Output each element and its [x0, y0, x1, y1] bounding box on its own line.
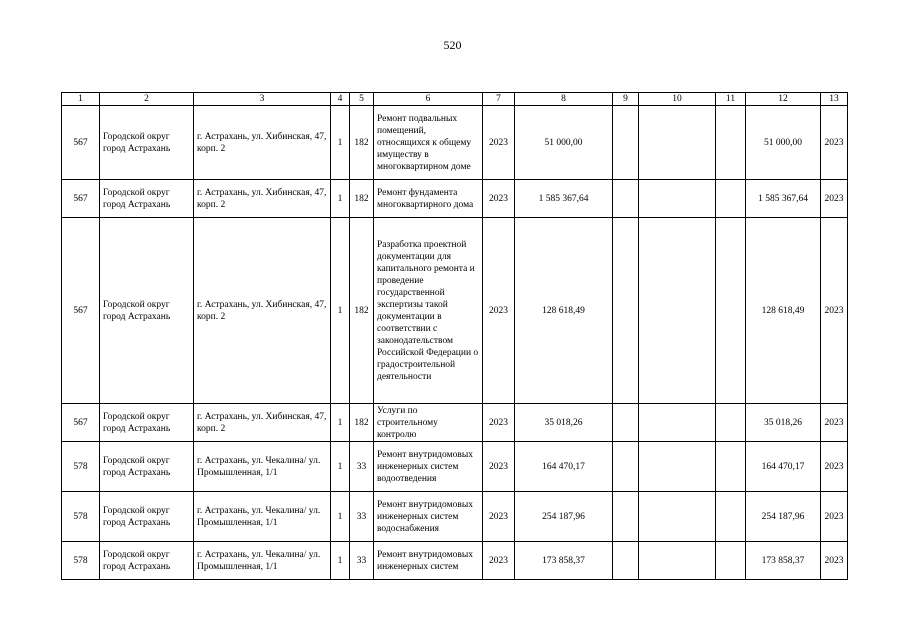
column-4-cell: 1: [331, 106, 350, 180]
work-type-cell: Ремонт внутридомовых инженерных систем водоснабжения: [374, 492, 483, 542]
municipality-cell: Городской округ город Астрахань: [100, 542, 194, 580]
year-cell: 2023: [483, 442, 515, 492]
table-row: [62, 180, 848, 218]
column-10-cell: [639, 404, 716, 442]
work-type-cell: Ремонт подвальных помещений, относящихся к общему имуществу в многоквартирном доме: [374, 106, 483, 180]
year-cell: 2023: [483, 106, 515, 180]
column-header: 9: [613, 93, 639, 106]
total-cell: 164 470,17: [746, 442, 821, 492]
cost-cell: 164 470,17: [515, 442, 613, 492]
total-cell: 173 858,37: [746, 542, 821, 580]
column-11-cell: [716, 404, 746, 442]
column-5-cell: 182: [350, 218, 374, 404]
completion-year-cell: 2023: [821, 404, 848, 442]
year-cell: 2023: [483, 180, 515, 218]
municipality-cell: Городской округ город Астрахань: [100, 442, 194, 492]
column-5-cell: 33: [350, 542, 374, 580]
page-number: 520: [443, 38, 462, 52]
column-5-cell: 182: [350, 404, 374, 442]
column-11-cell: [716, 492, 746, 542]
total-cell: 35 018,26: [746, 404, 821, 442]
column-4-cell: 1: [331, 542, 350, 580]
work-type-cell: Ремонт внутридомовых инженерных систем водоотведения: [374, 442, 483, 492]
address-cell: г. Астрахань, ул. Хибинская, 47, корп. 2: [194, 180, 331, 218]
table-row: [62, 106, 848, 180]
capital-repair-table: [61, 92, 848, 580]
cost-cell: 128 618,49: [515, 218, 613, 404]
municipality-cell: Городской округ город Астрахань: [100, 492, 194, 542]
address-cell: г. Астрахань, ул. Хибинская, 47, корп. 2: [194, 404, 331, 442]
municipality-cell: Городской округ город Астрахань: [100, 106, 194, 180]
column-9-cell: [613, 492, 639, 542]
row-number-cell: 567: [62, 404, 100, 442]
column-9-cell: [613, 442, 639, 492]
table-row: [62, 542, 848, 580]
address-cell: г. Астрахань, ул. Хибинская, 47, корп. 2: [194, 106, 331, 180]
cost-cell: 254 187,96: [515, 492, 613, 542]
year-cell: 2023: [483, 404, 515, 442]
column-9-cell: [613, 542, 639, 580]
column-header: 11: [716, 93, 746, 106]
column-11-cell: [716, 106, 746, 180]
column-10-cell: [639, 218, 716, 404]
column-10-cell: [639, 442, 716, 492]
column-header: 5: [350, 93, 374, 106]
column-9-cell: [613, 106, 639, 180]
column-4-cell: 1: [331, 180, 350, 218]
year-cell: 2023: [483, 492, 515, 542]
cost-cell: 173 858,37: [515, 542, 613, 580]
address-cell: г. Астрахань, ул. Чекалина/ ул. Промышленная, 1/1: [194, 442, 331, 492]
completion-year-cell: 2023: [821, 106, 848, 180]
total-cell: 1 585 367,64: [746, 180, 821, 218]
table-row: [62, 492, 848, 542]
address-cell: г. Астрахань, ул. Хибинская, 47, корп. 2: [194, 218, 331, 404]
row-number-cell: 567: [62, 218, 100, 404]
column-11-cell: [716, 442, 746, 492]
column-4-cell: 1: [331, 442, 350, 492]
cost-cell: 1 585 367,64: [515, 180, 613, 218]
column-9-cell: [613, 218, 639, 404]
completion-year-cell: 2023: [821, 180, 848, 218]
column-10-cell: [639, 542, 716, 580]
column-header: 10: [639, 93, 716, 106]
address-cell: г. Астрахань, ул. Чекалина/ ул. Промышленная, 1/1: [194, 492, 331, 542]
column-11-cell: [716, 542, 746, 580]
work-type-cell: Разработка проектной документации для капитального ремонта и проведение государственной экспертизы такой документации в соответствии с законодательством Российской Федерации о градостроительной деятельности: [374, 218, 483, 404]
row-number-cell: 567: [62, 180, 100, 218]
column-header: 8: [515, 93, 613, 106]
completion-year-cell: 2023: [821, 542, 848, 580]
completion-year-cell: 2023: [821, 492, 848, 542]
column-4-cell: 1: [331, 404, 350, 442]
column-10-cell: [639, 106, 716, 180]
work-type-cell: Услуги по строительному контролю: [374, 404, 483, 442]
table-row: [62, 442, 848, 492]
column-header: 1: [62, 93, 100, 106]
column-header: 4: [331, 93, 350, 106]
total-cell: 254 187,96: [746, 492, 821, 542]
column-header: 12: [746, 93, 821, 106]
table-row: [62, 218, 848, 404]
column-4-cell: 1: [331, 492, 350, 542]
completion-year-cell: 2023: [821, 442, 848, 492]
column-number-row: [62, 93, 848, 106]
column-9-cell: [613, 404, 639, 442]
column-5-cell: 33: [350, 492, 374, 542]
total-cell: 128 618,49: [746, 218, 821, 404]
column-10-cell: [639, 180, 716, 218]
row-number-cell: 578: [62, 442, 100, 492]
year-cell: 2023: [483, 218, 515, 404]
column-11-cell: [716, 218, 746, 404]
municipality-cell: Городской округ город Астрахань: [100, 218, 194, 404]
column-header: 6: [374, 93, 483, 106]
table-row: [62, 404, 848, 442]
work-type-cell: Ремонт внутридомовых инженерных систем: [374, 542, 483, 580]
column-11-cell: [716, 180, 746, 218]
year-cell: 2023: [483, 542, 515, 580]
column-9-cell: [613, 180, 639, 218]
row-number-cell: 578: [62, 542, 100, 580]
municipality-cell: Городской округ город Астрахань: [100, 404, 194, 442]
completion-year-cell: 2023: [821, 218, 848, 404]
column-5-cell: 33: [350, 442, 374, 492]
municipality-cell: Городской округ город Астрахань: [100, 180, 194, 218]
row-number-cell: 567: [62, 106, 100, 180]
total-cell: 51 000,00: [746, 106, 821, 180]
column-header: 13: [821, 93, 848, 106]
work-type-cell: Ремонт фундамента многоквартирного дома: [374, 180, 483, 218]
column-10-cell: [639, 492, 716, 542]
column-5-cell: 182: [350, 106, 374, 180]
column-4-cell: 1: [331, 218, 350, 404]
address-cell: г. Астрахань, ул. Чекалина/ ул. Промышленная, 1/1: [194, 542, 331, 580]
column-header: 2: [100, 93, 194, 106]
column-header: 7: [483, 93, 515, 106]
cost-cell: 51 000,00: [515, 106, 613, 180]
row-number-cell: 578: [62, 492, 100, 542]
cost-cell: 35 018,26: [515, 404, 613, 442]
column-5-cell: 182: [350, 180, 374, 218]
column-header: 3: [194, 93, 331, 106]
